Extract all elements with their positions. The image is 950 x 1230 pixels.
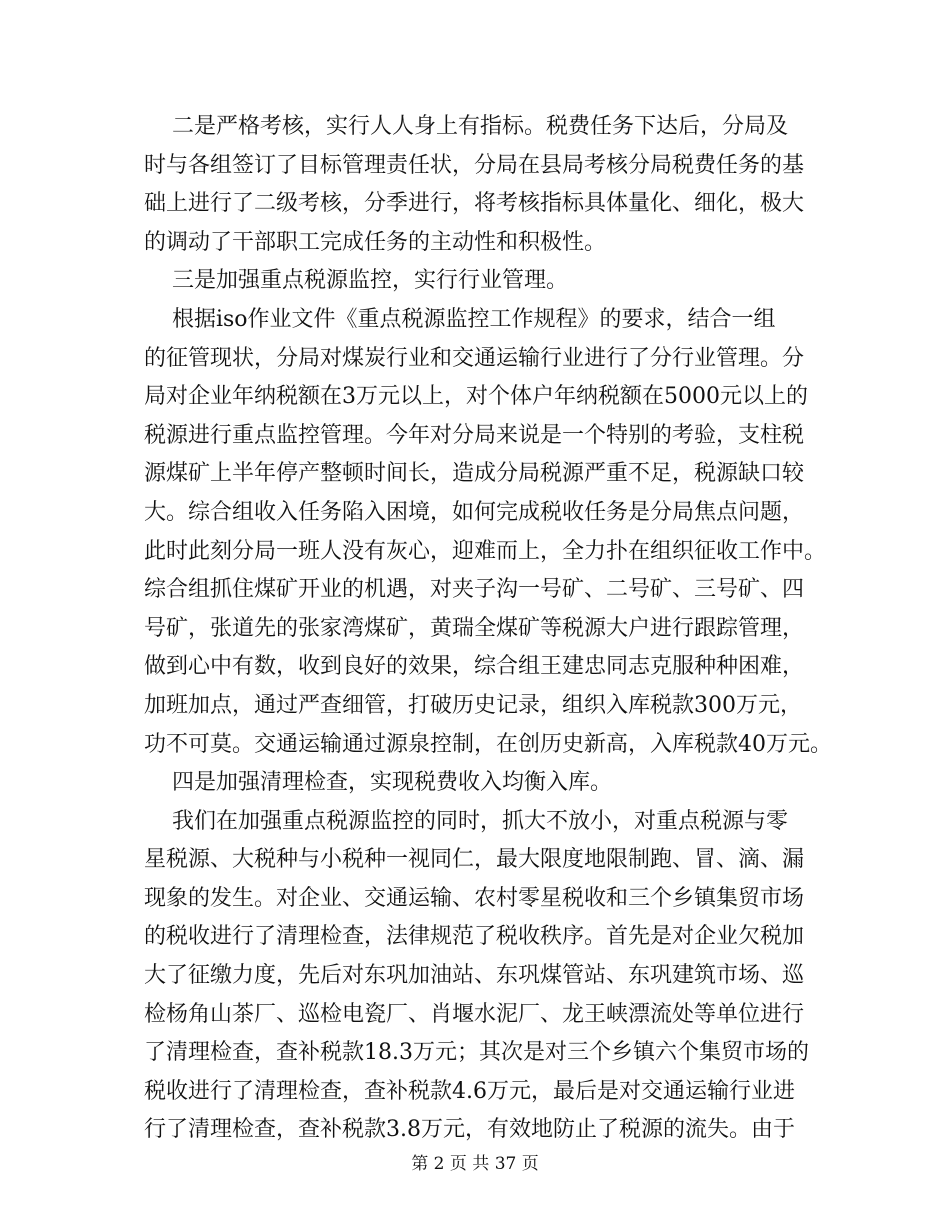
- text-line: 现象的发生。对企业、交通运输、农村零星税收和三个乡镇集贸市场: [144, 885, 805, 911]
- text-line: 的调动了干部职工完成任务的主动性和积极性。: [144, 229, 607, 255]
- body-text: [144, 108, 832, 1150]
- text-line: 根据iso作业文件《重点税源监控工作规程》的要求，结合一组: [144, 306, 776, 332]
- text-line: 做到心中有数，收到良好的效果，综合组王建忠同志克服种种困难，: [144, 654, 805, 680]
- text-line: 三是加强重点税源监控，实行行业管理。: [144, 268, 568, 294]
- text-line: 大。综合组收入任务陷入困境，如何完成税收任务是分局焦点问题，: [144, 499, 805, 525]
- text-line: 础上进行了二级考核，分季进行，将考核指标具体量化、细化，极大: [144, 191, 805, 217]
- text-line: 大了征缴力度，先后对东巩加油站、东巩煤管站、东巩建筑市场、巡: [144, 963, 805, 989]
- text-line: 我们在加强重点税源监控的同时，抓大不放小，对重点税源与零: [144, 808, 788, 834]
- text-line: 局对企业年纳税额在3万元以上，对个体户年纳税额在5000元以上的: [144, 384, 808, 410]
- text-line: 税源进行重点监控管理。今年对分局来说是一个特别的考验，支柱税: [144, 422, 805, 448]
- text-line: 此时此刻分局一班人没有灰心，迎难而上，全力扑在组织征收工作中。: [144, 538, 827, 564]
- text-line: 综合组抓住煤矿开业的机遇，对夹子沟一号矿、二号矿、三号矿、四: [144, 577, 805, 603]
- text-line: 源煤矿上半年停产整顿时间长，造成分局税源严重不足，税源缺口较: [144, 461, 805, 487]
- text-line: 星税源、大税种与小税种一视同仁，最大限度地限制跑、冒、滴、漏: [144, 847, 805, 873]
- text-line: 行了清理检查，查补税款3.8万元，有效地防止了税源的流失。由于: [144, 1117, 795, 1143]
- text-line: 二是严格考核，实行人人身上有指标。税费任务下达后，分局及: [144, 114, 788, 139]
- text-line: 的税收进行了清理检查，法律规范了税收秩序。首先是对企业欠税加: [144, 924, 805, 950]
- text-line: 税收进行了清理检查，查补税款4.6万元，最后是对交通运输行业进: [144, 1078, 795, 1104]
- text-line: 加班加点，通过严查细管，打破历史记录，组织入库税款300万元，: [144, 692, 802, 718]
- text-line: 时与各组签订了目标管理责任状，分局在县局考核分局税费任务的基: [144, 152, 805, 178]
- text-line: 了清理检查，查补税款18.3万元；其次是对三个乡镇六个集贸市场的: [144, 1040, 809, 1066]
- text-line: 号矿，张道先的张家湾煤矿，黄瑞全煤矿等税源大户进行跟踪管理，: [144, 615, 805, 641]
- text-line: 功不可莫。交通运输通过源泉控制，在创历史新高，入库税款40万元。: [144, 731, 832, 757]
- text-line: 检杨角山茶厂、巡检电瓷厂、肖堰水泥厂、龙王峡漂流处等单位进行: [144, 1001, 805, 1027]
- text-line: 的征管现状，分局对煤炭行业和交通运输行业进行了分行业管理。分: [144, 345, 805, 371]
- text-line: 四是加强清理检查，实现税费收入均衡入库。: [144, 770, 612, 796]
- page-footer: 第 2 页 共 37 页: [411, 1154, 539, 1174]
